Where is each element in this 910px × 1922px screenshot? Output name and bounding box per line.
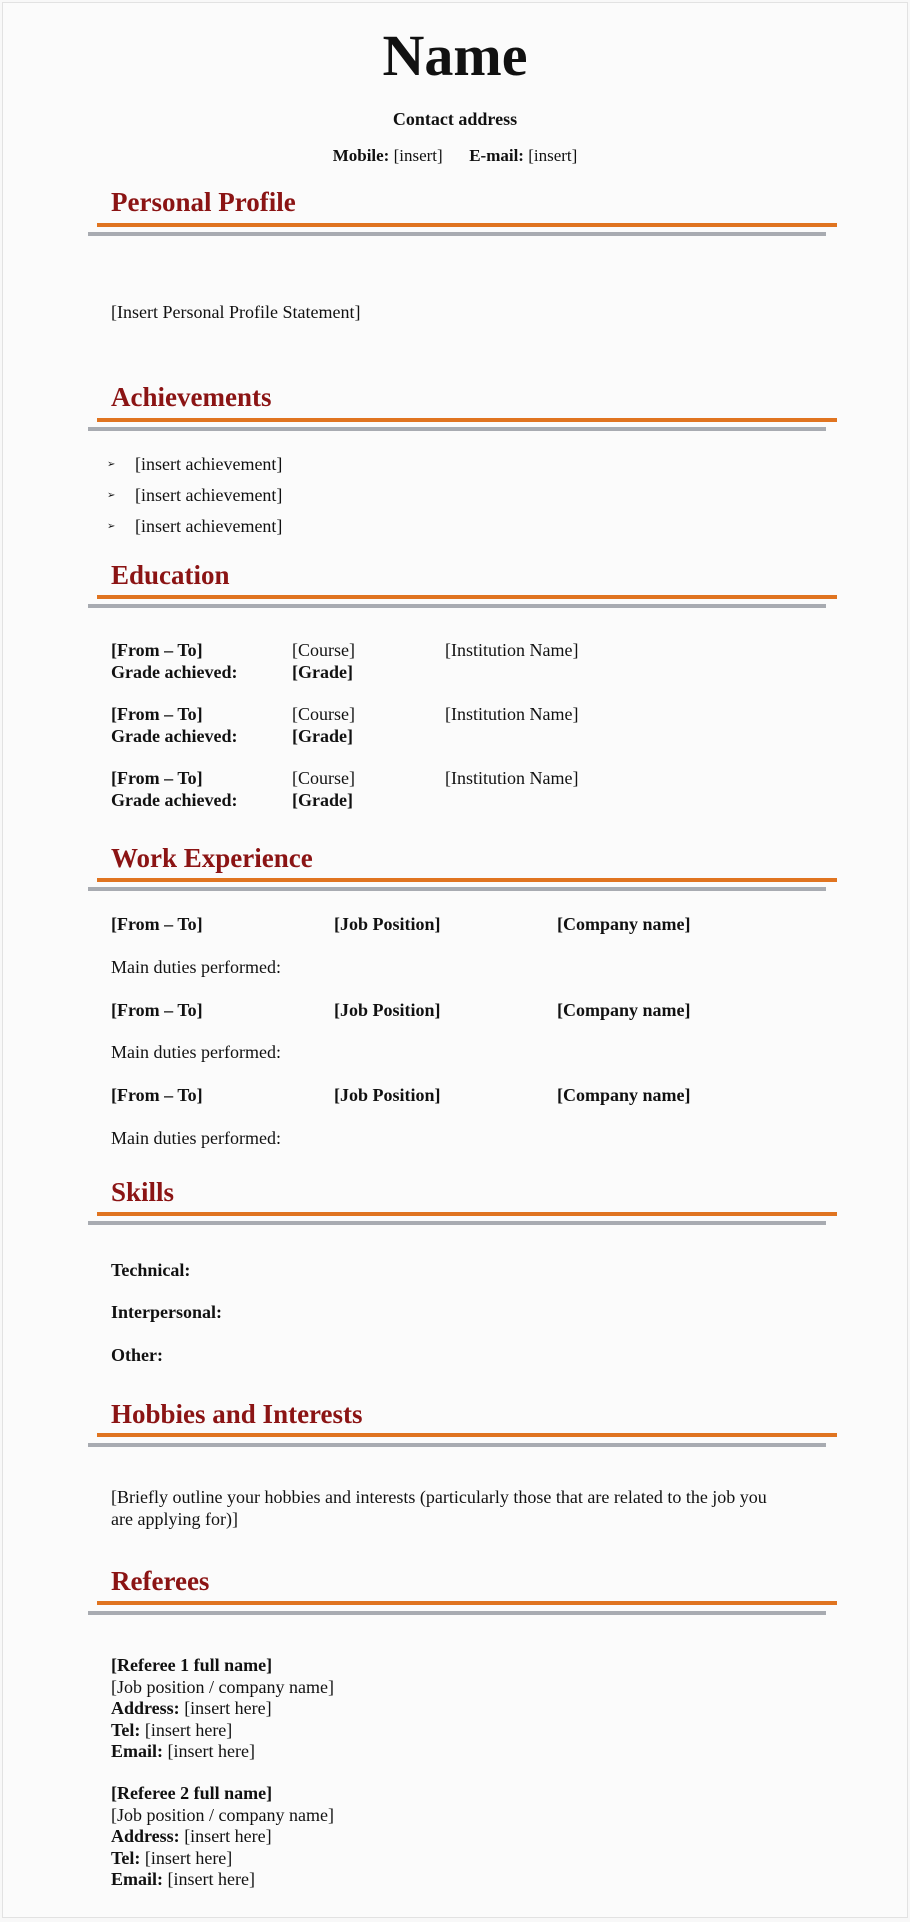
section-rule-orange	[97, 878, 837, 882]
referee-tel	[111, 1847, 232, 1869]
section-rule-grey	[88, 232, 826, 236]
duties-label: Main duties performed:	[111, 1128, 281, 1148]
section-title-hobbies: Hobbies and Interests	[111, 1399, 363, 1429]
education-course: [Course]	[292, 640, 355, 660]
list-item: [insert achievement]	[135, 516, 283, 536]
address-value: [insert here]	[184, 1826, 272, 1846]
section-rule-orange	[97, 223, 837, 227]
grade-label: Grade achieved:	[111, 790, 238, 810]
arrowhead-bullet-icon: ➢	[107, 521, 116, 532]
education-dates: [From – To]	[111, 704, 203, 724]
work-position: [Job Position]	[334, 1085, 441, 1105]
work-dates: [From – To]	[111, 1000, 203, 1020]
education-grade: [Grade]	[292, 790, 353, 810]
cv-page	[2, 2, 908, 1918]
grade-label: Grade achieved:	[111, 726, 238, 746]
work-dates: [From – To]	[111, 1085, 203, 1105]
hobbies-text: [Briefly outline your hobbies and interests (particularly those that are related to the job you are applying for)]	[111, 1487, 767, 1529]
referee-position: [Job position / company name]	[111, 1805, 334, 1825]
education-grade: [Grade]	[292, 726, 353, 746]
section-rule-orange	[97, 1212, 837, 1216]
skills-other: Other:	[111, 1345, 163, 1365]
email-value: [insert here]	[167, 1869, 255, 1889]
referee-email	[111, 1868, 255, 1890]
skills-interpersonal: Interpersonal:	[111, 1302, 222, 1322]
list-item: [insert achievement]	[135, 485, 283, 505]
mobile-label: Mobile:	[332, 146, 390, 165]
duties-label: Main duties performed:	[111, 957, 281, 977]
education-dates: [From – To]	[111, 768, 203, 788]
section-title-achievements: Achievements	[111, 382, 272, 412]
arrowhead-bullet-icon: ➢	[107, 490, 116, 501]
work-position: [Job Position]	[334, 1000, 441, 1020]
address-value: [insert here]	[184, 1698, 272, 1718]
section-title-work: Work Experience	[111, 843, 313, 873]
referee-name: [Referee 2 full name]	[111, 1783, 273, 1803]
grade-label: Grade achieved:	[111, 662, 238, 682]
education-dates: [From – To]	[111, 640, 203, 660]
education-institution: [Institution Name]	[445, 640, 579, 660]
section-title-referees: Referees	[111, 1566, 210, 1596]
section-rule-grey	[88, 887, 826, 891]
email-value: [insert]	[528, 146, 578, 165]
education-course: [Course]	[292, 768, 355, 788]
work-dates: [From – To]	[111, 914, 203, 934]
contact-line	[3, 144, 907, 168]
section-rule-orange	[97, 1433, 837, 1437]
referee-address	[111, 1825, 272, 1847]
email-label: Email:	[111, 1741, 163, 1761]
section-title-profile: Personal Profile	[111, 187, 296, 217]
skills-technical: Technical:	[111, 1260, 191, 1280]
section-rule-grey	[88, 1443, 826, 1447]
work-company: [Company name]	[557, 1085, 691, 1105]
referee-position: [Job position / company name]	[111, 1677, 334, 1697]
email-label: E-mail:	[469, 146, 524, 165]
address-label: Address:	[111, 1698, 180, 1718]
tel-label: Tel:	[111, 1848, 141, 1868]
list-item: [insert achievement]	[135, 454, 283, 474]
page-title: Name	[382, 23, 528, 88]
arrowhead-bullet-icon: ➢	[107, 459, 116, 470]
mobile-value: [insert]	[393, 146, 443, 165]
tel-label: Tel:	[111, 1720, 141, 1740]
work-company: [Company name]	[557, 1000, 691, 1020]
section-rule-grey	[88, 427, 826, 431]
section-rule-grey	[88, 604, 826, 608]
education-institution: [Institution Name]	[445, 704, 579, 724]
education-grade: [Grade]	[292, 662, 353, 682]
profile-statement: [Insert Personal Profile Statement]	[111, 302, 361, 322]
tel-value: [insert here]	[144, 1720, 233, 1740]
section-title-skills: Skills	[111, 1177, 175, 1207]
contact-address: Contact address	[392, 109, 518, 129]
duties-label: Main duties performed:	[111, 1042, 281, 1062]
referee-email	[111, 1740, 255, 1762]
education-institution: [Institution Name]	[445, 768, 579, 788]
section-rule-grey	[88, 1611, 826, 1615]
section-title-education: Education	[111, 560, 230, 590]
education-course: [Course]	[292, 704, 355, 724]
referee-tel	[111, 1719, 232, 1741]
referee-address	[111, 1697, 272, 1719]
email-value: [insert here]	[167, 1741, 255, 1761]
work-company: [Company name]	[557, 914, 691, 934]
section-rule-orange	[97, 595, 837, 599]
email-label: Email:	[111, 1869, 163, 1889]
address-label: Address:	[111, 1826, 180, 1846]
work-position: [Job Position]	[334, 914, 441, 934]
referee-name: [Referee 1 full name]	[111, 1655, 273, 1675]
tel-value: [insert here]	[144, 1848, 233, 1868]
section-rule-orange	[97, 418, 837, 422]
section-rule-orange	[97, 1601, 837, 1605]
section-rule-grey	[88, 1221, 826, 1225]
